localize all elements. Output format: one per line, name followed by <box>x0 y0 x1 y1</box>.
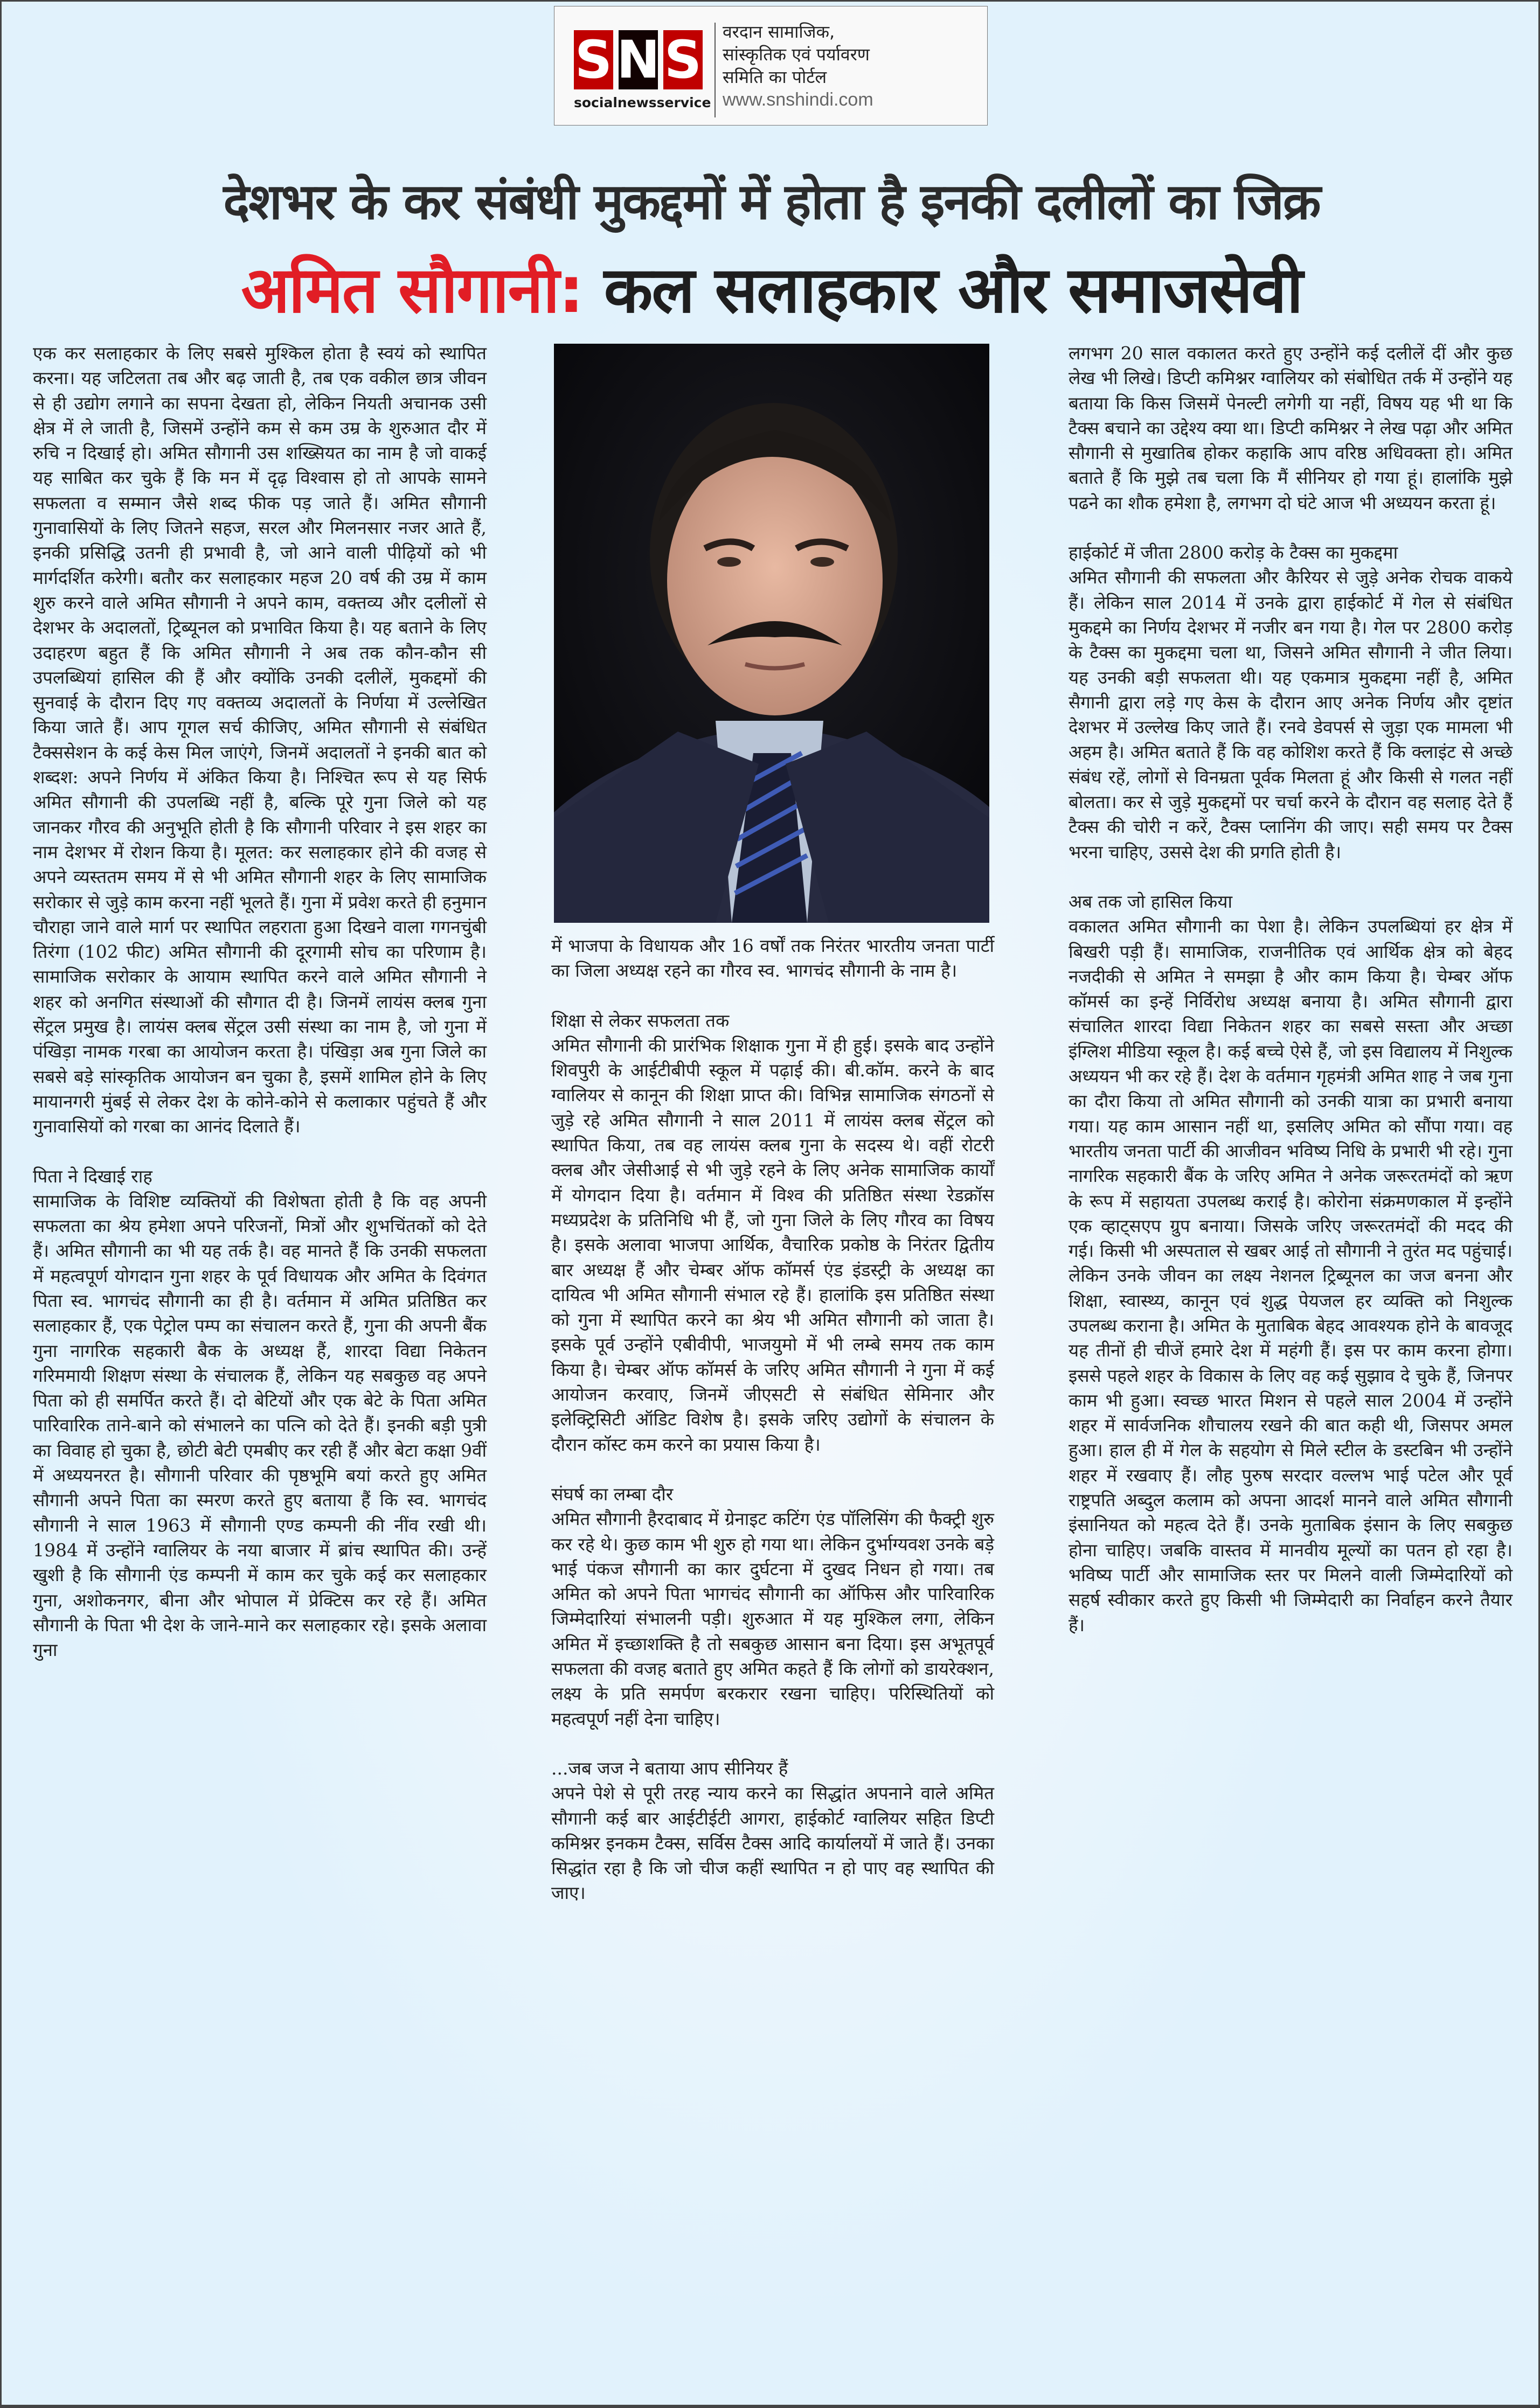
logo-url-link[interactable]: www.snshindi.com <box>723 89 873 110</box>
section-body-senior: अपने पेशे से पूरी तरह न्याय करने का सिद्धांत अपनाने वाले अमित सौगानी कई बार आईटीईटी आगरा, हाईकोर्ट ग्वालियर सहित डिप्टी कमिश्नर इनकम टैक्स, सर्विस टैक्स आदि कार्यालयों में जाते हैं। उनका सिद्धांत रहा है कि जो चीज कहीं स्थापित न हो पाए वह स्थापित की जाए। <box>551 1783 994 1904</box>
sns-logo-mark <box>574 30 703 89</box>
section-heading-education: शिक्षा से लेकर सफलता तक <box>551 1010 730 1031</box>
section-heading-father: पिता ने दिखाई राह <box>33 1165 152 1187</box>
logo-line-2: सांस्कृतिक एवं पर्यावरण <box>723 44 870 65</box>
headline-subject: कल सलाहकार और समाजसेवी <box>582 253 1302 327</box>
logo-line-1: वरदान सामाजिक, <box>723 22 835 42</box>
section-body-struggle: अमित सौगानी हैरदाबाद में ग्रेनाइट कटिंग एंड पॉलिसिंग की फैक्ट्री शुरु कर रहे थे। कुछ काम भी शुरु हो गया था। लेकिन दुर्भाग्यवश उनके बड़े भाई पंकज सौगानी का कार दुर्घटना में दुखद निधन हो गया। तब अमित को अपने पिता भागचंद सौगानी का ऑफिस और पारिवारिक जिम्मेदारियां संभालनी पड़ी। शुरुआत में यह मुश्किल लगा, लेकिन अमित में इच्छाशक्ति है तो सबकुछ आसान बना दिया। इस अभूतपूर्व सफलता की वजह बताते हुए अमित कहते हैं कि लोगों को डायरेक्शन, लक्ष्य के प्रति समर्पण बरकरार रखना चाहिए। परिस्थितियों को महत्वपूर्ण नहीं देना चाहिए। <box>551 1508 994 1729</box>
section-heading-senior: ...जब जज ने बताया आप सीनियर हैं <box>551 1757 788 1779</box>
tagline-word-social: social <box>574 95 618 110</box>
tagline-word-news: news <box>617 95 657 110</box>
section-body-highcourt: अमित सौगानी की सफलता और कैरियर से जुड़े अनेक रोचक वाकये हैं। लेकिन साल 2014 में उनके द्वारा हाईकोर्ट में गेल से संबंधित मुकद्दमे का निर्णय देशभर में नजीर बन गया है। गेल पर 2800 करोड़ के टैक्स का मुकद्दमा चला था, जिसने अमित सौगानी ने जीत लिया। यह उनकी बड़ी सफलता थी। यह एकमात्र मुकद्दमा नहीं है, अमित सैगानी द्वारा लड़े गए केस के दौरान आए अनेक निर्णय और दृष्टांत देशभर में उल्लेख किए जाते हैं। रनवे डेवपर्स से जुड़ा एक मामला भी अहम है। अमित बताते हैं कि वह कोशिश करते हैं कि क्लाइंट से अच्छे संबंध रहें, लोगों से विनम्रता पूर्वक मिलता हूं और किसी से गलत नहीं बोलता। कर से जुड़े मुकद्दमों पर चर्चा करने के दौरान वह सलाह देते हैं टैक्स की चोरी न करें, टैक्स प्लानिंग की जाए। सही समय पर टैक्स भरना चाहिए, उससे देश की प्रगति होती है। <box>1069 567 1513 862</box>
headline-main <box>2 249 1540 330</box>
article-column-left <box>33 341 487 1662</box>
logo-description <box>723 20 981 110</box>
section-body-father: सामाजिक के विशिष्ट व्यक्तियों की विशेषता होती है कि वह अपनी सफलता का श्रेय हमेशा अपने परिजनों, मित्रों और शुभचिंतकों को देते हैं। अमित सौगानी का भी यह तर्क है। वह मानते हैं कि उनकी सफलता में महत्वपूर्ण योगदान गुना शहर के पूर्व विधायक और अमित के दिवंगत पिता स्व. भागचंद सौगानी का ही है। वर्तमान में अमित प्रतिष्ठित कर सलाहकार हैं, एक पेट्रोल पम्प का संचालन करते हैं, गुना की अपनी बैंक गुना नागरिक सहकारी बैक के अध्यक्ष हैं, शारदा विद्या निकेतन गरिममायी शिक्षण संस्था के संचालक हैं, लेकिन यह सबकुछ वह अपने पिता को ही समर्पित करते हैं। दो बेटियों और एक बेटे के पिता अमित पारिवारिक ताने-बाने को संभालने का पत्नि को देते हैं। इनकी बड़ी पुत्री का विवाह हो चुका है, छोटी बेटी एमबीए कर रही हैं और बेटा कक्षा 9वीं में अध्ययनरत है। सौगानी परिवार की पृष्ठभूमि बयां करते हुए अमित सौगानी अपने पिता का स्मरण करते हुए बताया हैं कि स्व. भागचंद सौगानी ने साल 1963 में सौगानी एण्ड कम्पनी की नींव रखी थी। 1984 में उन्होंने ग्वालियर के नया बाजार में ब्रांच स्थापित की। उन्हें खुशी है कि सौगानी एंड कम्पनी में काम कर चुके कई कर सलाहकार गुना, अशोकनगर, बीना और भोपाल में प्रेक्टिस कर रहे हैं। अमित सौगानी के पिता भी देश के जाने-माने कर सलाहकार रहे। इसके अलावा गुना <box>33 1190 487 1661</box>
tagline-word-service: service <box>656 95 711 110</box>
sns-logo-banner[interactable] <box>554 6 988 126</box>
section-heading-struggle: संघर्ष का लम्बा दौर <box>551 1483 674 1505</box>
right-continuation: लगभग 20 साल वकालत करते हुए उन्होंने कई दलीलें दीं और कुछ लेख भी लिखे। डिप्टी कमिश्नर ग्वालियर को संबोधित तर्क में उन्होंने यह बताया कि किस जिसमें पेनल्टी लगेगी या नहीं, विषय यह भी था कि टैक्स बचाने का उद्देश्य क्या था। डिप्टी कमिश्नर ने लेख पढ़ा और अमित सौगानी से मुखातिब होकर कहाकि आप वरिष्ठ अधिवक्ता हो। अमित बताते हैं कि मुझे तब चला कि मैं सीनियर हो गया हूं। हालांकि मुझे पढने का शौक हमेशा है, लगभग दो घंटे आज भी अध्ययन करता हूं। <box>1069 343 1513 513</box>
logo-letter-s2: S <box>664 30 702 90</box>
logo-tagline <box>574 95 711 110</box>
logo-letter-s1: S <box>574 30 613 90</box>
headline-name: अमित सौगानी: <box>241 253 583 327</box>
section-body-achievements: वकालत अमित सौगानी का पेशा है। लेकिन उपलब्धियां हर क्षेत्र में बिखरी पड़ी हैं। सामाजिक, राजनीतिक एवं आर्थिक क्षेत्र को बेहद नजदीकी से अमित ने समझा है और काम किया है। चेम्बर ऑफ कॉमर्स का इन्हें निर्विरोध अध्यक्ष बनाया है। अमित सौगानी द्वारा संचालित शारदा विद्या निकेतन शहर का सबसे सस्ता और अच्छा इंग्लिश मीडिया स्कूल है। कई बच्चे ऐसे हैं, जो इस विद्यालय में निशुल्क अध्ययन भी कर रहे हैं। देश के वर्तमान गृहमंत्री अमित शाह ने जब गुना का दौरा किया तो अमित सौगानी को उनकी यात्रा का प्रभारी बनाया गया। यह काम आसान नहीं था, इसलिए अमित को सौंपा गया। वह भारतीय जनता पार्टी की आजीवन भविष्य निधि के प्रभारी भी रहे। गुना नागरिक सहकारी बैंक के जरिए अमित ने अनेक जरूरतमंदों को ऋण के रूप में सहायता उपलब्ध कराई है। कोरोना संक्रमणकाल में इन्होंने एक व्हाट्सएप ग्रुप बनाया। जिसके जरिए जरूरतमंदों की मदद की गई। किसी भी अस्पताल से खबर आई तो सौगानी ने तुरंत मद पहुंचाई। लेकिन उनके जीवन का लक्ष्य नेशनल ट्रिब्यूनल का जज बनना और शिक्षा, स्वास्थ्य, कानून एवं शुद्ध पेयजल हर व्यक्ति को निशुल्क उपलब्ध कराना है। अमित के मुताबिक बेहद आवश्यक होने के बावजूद यह तीनों ही चीजें हमारे देश में महंगी हैं। इस पर काम करना होगा। इससे पहले शहर के विकास के लिए वह कई सुझाव दे चुके हैं, जिनपर काम भी हुआ। स्वच्छ भारत मिशन से पहले साल 2004 में उन्होंने शहर में सार्वजनिक शौचालय रखने की बात कही थी, जिसपर अमल हुआ। हाल ही में गेल के सहयोग से मिले स्टील के डस्टबिन भी उन्होंने शहर में रखवाए हैं। लौह पुरुष सरदार वल्लभ भाई पटेल और पूर्व राष्ट्रपति अब्दुल कलाम को अपना आदर्श मानने वाले अमित सौगानी इंसानियत को महत्व देते हैं। उनके मुताबिक इंसान के लिए सबकुछ होना चाहिए। जबकि वास्तव में मानवीय मूल्यों का पतन हो रहा है। भविष्य पार्टी और सामाजिक स्तर पर मिलने वाली जिम्मेदारियों को सहर्ष स्वीकार करते हुए किसी भी जिम्मेदारी का निर्वाहन करने तैयार हैं। <box>1069 916 1513 1636</box>
logo-divider <box>714 23 716 117</box>
article-column-right <box>1069 341 1513 1638</box>
logo-letter-n: N <box>616 30 660 90</box>
article-intro: एक कर सलाहकार के लिए सबसे मुश्किल होता है स्वयं को स्थापित करना। यह जटिलता तब और बढ़ जाती है, तब एक वकील छात्र जीवन से ही उद्योग लगाने का सपना देखता हो, लेकिन नियती अचानक उसी क्षेत्र में ले जाती है, जिसमें उन्होंने कम से कम उम्र के शुरुआत दौर में रुचि न दिखाई हो। अमित सौगानी उस शख्सियत का नाम है जो वाकई यह साबित कर चुके हैं कि मन में दृढ़ विश्वास हो तो आपके सामने सफलता व सम्मान जैसे शब्द फीक पड़ जाते हैं। अमित सौगानी गुनावासियों के लिए जितने सहज, सरल और मिलनसार नजर आते हैं, इनकी प्रसिद्धि उतनी ही प्रभावी है, जो आने वाली पीढ़ियों को भी मार्गदर्शित करेगी। बतौर कर सलाहकार महज 20 वर्ष की उम्र में काम शुरु करने वाले अमित सौगानी ने अपने काम, वक्तव्य और दलीलों से देशभर के अदालतों, ट्रिब्यूनल को प्रभावित किया है। यह बताने के लिए उदाहरण बहुत हैं कि अमित सौगानी ने अब तक कौन-कौन सी उपलब्धियां हासिल की हैं और क्योंकि उनकी दलीलें, मुकद्दमों की सुनवाई के दौरान दिए गए वक्तव्य अदालतों के निर्णया में उल्लेखित किया जाते हैं। आप गूगल सर्च कीजिए, अमित सौगानी से संबंधित टैक्ससेशन के कई केस मिल जाएंगे, जिनमें अदालतों ने इनकी बात को शब्दश: अपने निर्णय में अंकित किया है। निश्चित रूप से यह सिर्फ अमित सौगानी की उपलब्धि नहीं है, बल्कि पूरे गुना जिले को यह जानकर गौरव की अनुभूति होती है कि सौगानी परिवार ने इस शहर का नाम देशभर में रोशन किया है। मूलत: कर सलाहकार होने की वजह से अपने व्यस्ततम समय में से भी अमित सौगानी शहर के लिए सामाजिक सरोकार से जुड़े काम करना नहीं भूलते हैं। गुना में प्रवेश करते ही हनुमान चौराहा जाने वाले मार्ग पर स्थापित लहराता हुआ दिखने वाला गगनचुंबी तिरंगा (102 फीट) अमित सौगानी की दूरगामी सोच का परिणाम है। सामाजिक सरोकार के आयाम स्थापित करने वाले अमित सौगानी ने शहर को अनगित संस्थाओं की सौगात दी है। जिनमें लायंस क्लब गुना सेंट्रल प्रमुख है। लायंस क्लब सेंट्रल उसी संस्था का नाम है, जो गुना में पंखिड़ा नामक गरबा का आयोजन करता है। पंखिड़ा अब गुना जिले का सबसे बड़े सांस्कृतिक आयोजन बन चुका है, इसमें शामिल होने के लिए मायानगरी मुंबई से लेकर देश के कोने-कोने से कलाकार पहुंचते हैं और गुनावासियों को गरबा का आनंद दिलाते हैं। <box>33 343 487 1137</box>
section-body-education: अमित सौगानी की प्रारंभिक शिक्षाक गुना में ही हुई। इसके बाद उन्होंने शिवपुरी के आईटीबीपी स्कूल में पढ़ाई की। बी.कॉम. करने के बाद ग्वालियर से कानून की शिक्षा प्राप्त की। विभिन्न सामाजिक संगठनों से जुड़े रहे अमित सौगानी ने साल 2011 में लायंस क्लब सेंट्रल को स्थापित किया, तब वह लायंस क्लब गुना के सदस्य थे। वहीं रोटरी क्लब और जेसीआई से भी जुड़े रहने के लिए अनेक सामाजिक कार्यों में योगदान दिया है। वर्तमान में विश्व की प्रतिष्ठित संस्था रेडक्रॉस मध्यप्रदेश के प्रतिनिधि भी हैं, जो गुना जिले के लिए गौरव का विषय है। इसके अलावा भाजपा आर्थिक, वैचारिक प्रकोष्ठ के निरंतर द्वितीय बार अध्यक्ष हैं और चेम्बर ऑफ कॉमर्स एंड इंडस्ट्री के अध्यक्ष का दायित्व भी अमित सौगानी संभाल रहे हैं। हालांकि इस प्रतिष्ठित संस्था को गुना में स्थापित करने का श्रेय भी अमित सौगानी को जाता है। इसके पूर्व उन्होंने एबीवीपी, भाजयुमो में भी लम्बे समय तक काम किया है। चेम्बर ऑफ कॉमर्स के जरिए अमित सौगानी ने गुना में कई आयोजन करवाए, जिनमें जीएसटी से संबंधित सेमिनार और इलेक्ट्रिसिटी ऑडिट विशेष है। इसके जरिए उद्योगों के संचालन के दौरान कॉस्ट कम करने का प्रयास किया है। <box>551 1034 994 1455</box>
article-column-middle <box>551 934 994 1906</box>
section-heading-achievements: अब तक जो हासिल किया <box>1069 890 1233 912</box>
headline-kicker: देशभर के कर संबंधी मुकद्दमों में होता है इनकी दलीलों का जिक्र <box>223 173 1320 231</box>
logo-line-3: समिति का पोर्टल <box>723 67 827 87</box>
portrait-illustration <box>554 344 989 923</box>
caption-continuation: में भाजपा के विधायक और 16 वर्षों तक निरंतर भारतीय जनता पार्टी का जिला अध्यक्ष रहने का गौरव स्व. भागचंद सौगानी के नाम है। <box>551 935 994 982</box>
portrait-photo <box>554 344 989 923</box>
section-heading-highcourt: हाईकोर्ट में जीता 2800 करोड़ के टैक्स का मुकद्दमा <box>1069 542 1398 563</box>
